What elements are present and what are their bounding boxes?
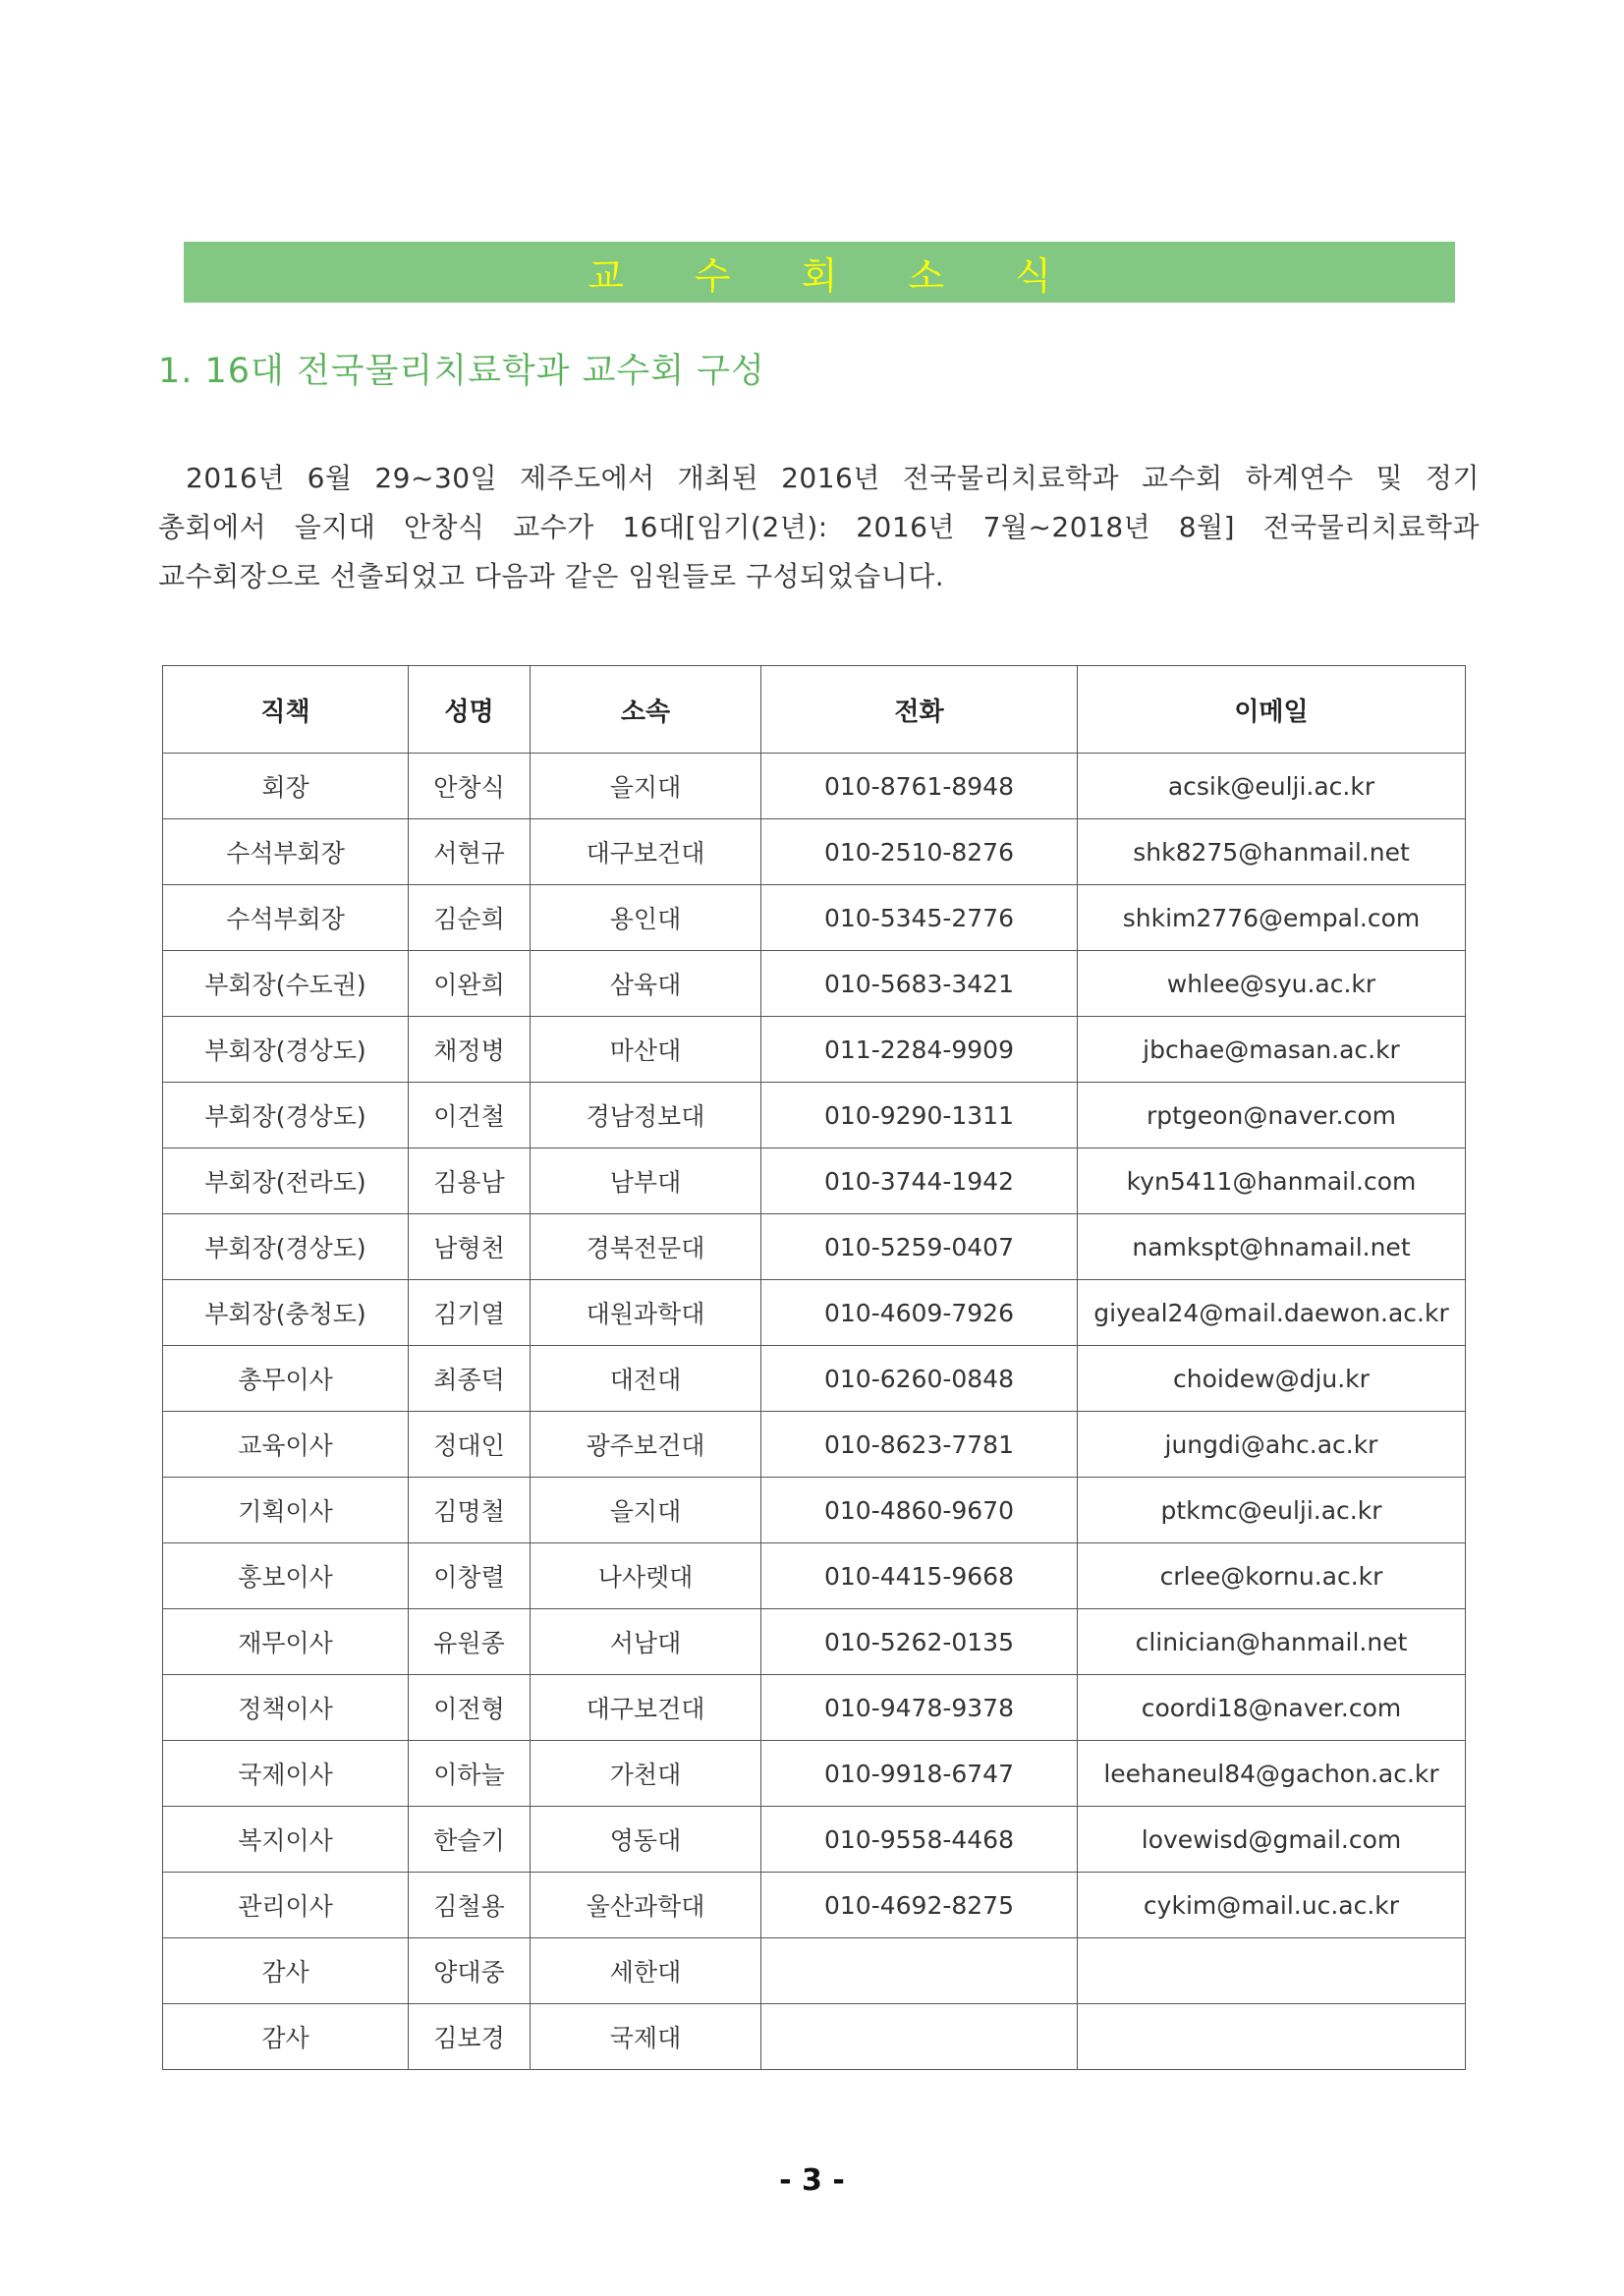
cell-affiliation: 광주보건대 — [531, 1412, 761, 1478]
column-header-name: 성명 — [409, 666, 531, 754]
column-header-phone: 전화 — [761, 666, 1078, 754]
cell-phone: 010-5345-2776 — [761, 885, 1078, 951]
cell-position: 관리이사 — [163, 1873, 409, 1938]
column-header-position: 직책 — [163, 666, 409, 754]
table-row — [163, 1543, 1466, 1609]
cell-name: 남형천 — [409, 1214, 531, 1280]
cell-phone: 010-9918-6747 — [761, 1741, 1078, 1807]
cell-affiliation: 용인대 — [531, 885, 761, 951]
cell-email: ptkmc@eulji.ac.kr — [1078, 1478, 1466, 1543]
cell-email: jungdi@ahc.ac.kr — [1078, 1412, 1466, 1478]
cell-email: shk8275@hanmail.net — [1078, 819, 1466, 885]
cell-position: 부회장(충청도) — [163, 1280, 409, 1346]
cell-phone: 010-8623-7781 — [761, 1412, 1078, 1478]
cell-email: acsik@eulji.ac.kr — [1078, 754, 1466, 819]
table-row — [163, 1478, 1466, 1543]
cell-affiliation: 남부대 — [531, 1148, 761, 1214]
table-row — [163, 1741, 1466, 1807]
table-row — [163, 951, 1466, 1017]
cell-position: 홍보이사 — [163, 1543, 409, 1609]
cell-name: 유원종 — [409, 1609, 531, 1675]
cell-affiliation: 을지대 — [531, 754, 761, 819]
cell-position: 회장 — [163, 754, 409, 819]
cell-email: namkspt@hnamail.net — [1078, 1214, 1466, 1280]
cell-name: 한슬기 — [409, 1807, 531, 1873]
cell-phone: 010-9290-1311 — [761, 1083, 1078, 1148]
cell-phone: 010-8761-8948 — [761, 754, 1078, 819]
cell-affiliation: 마산대 — [531, 1017, 761, 1083]
cell-email: giyeal24@mail.daewon.ac.kr — [1078, 1280, 1466, 1346]
cell-phone: 010-3744-1942 — [761, 1148, 1078, 1214]
table-row — [163, 2004, 1466, 2070]
cell-position: 복지이사 — [163, 1807, 409, 1873]
cell-email: crlee@kornu.ac.kr — [1078, 1543, 1466, 1609]
cell-phone: 010-5683-3421 — [761, 951, 1078, 1017]
table-row — [163, 885, 1466, 951]
cell-phone: 010-4609-7926 — [761, 1280, 1078, 1346]
cell-email: rptgeon@naver.com — [1078, 1083, 1466, 1148]
cell-name: 김순희 — [409, 885, 531, 951]
table-row — [163, 1017, 1466, 1083]
cell-phone: 010-5259-0407 — [761, 1214, 1078, 1280]
table-row — [163, 1938, 1466, 2004]
table-row — [163, 1083, 1466, 1148]
cell-position: 부회장(경상도) — [163, 1083, 409, 1148]
cell-name: 이전형 — [409, 1675, 531, 1741]
cell-position: 재무이사 — [163, 1609, 409, 1675]
cell-email: jbchae@masan.ac.kr — [1078, 1017, 1466, 1083]
cell-affiliation: 대구보건대 — [531, 1675, 761, 1741]
cell-email — [1078, 2004, 1466, 2070]
cell-affiliation: 대원과학대 — [531, 1280, 761, 1346]
cell-affiliation: 가천대 — [531, 1741, 761, 1807]
table-row — [163, 1807, 1466, 1873]
cell-position: 수석부회장 — [163, 819, 409, 885]
intro-line: 2016년 6월 29~30일 제주도에서 개최된 2016년 전국물리치료학과 교수회 하계연수 및 정기 — [186, 462, 1480, 494]
cell-position: 감사 — [163, 2004, 409, 2070]
cell-affiliation: 경남정보대 — [531, 1083, 761, 1148]
cell-name: 김용남 — [409, 1148, 531, 1214]
table-row — [163, 1214, 1466, 1280]
cell-email: shkim2776@empal.com — [1078, 885, 1466, 951]
cell-name: 양대중 — [409, 1938, 531, 2004]
cell-phone: 010-4692-8275 — [761, 1873, 1078, 1938]
cell-phone: 010-5262-0135 — [761, 1609, 1078, 1675]
cell-affiliation: 대전대 — [531, 1346, 761, 1412]
cell-affiliation: 세한대 — [531, 1938, 761, 2004]
cell-affiliation: 을지대 — [531, 1478, 761, 1543]
cell-affiliation: 나사렛대 — [531, 1543, 761, 1609]
officers-table — [162, 665, 1466, 2070]
cell-email: choidew@dju.kr — [1078, 1346, 1466, 1412]
cell-affiliation: 영동대 — [531, 1807, 761, 1873]
cell-email: coordi18@naver.com — [1078, 1675, 1466, 1741]
intro-line: 교수회장으로 선출되었고 다음과 같은 임원들로 구성되었습니다. — [158, 560, 945, 592]
cell-name: 김철용 — [409, 1873, 531, 1938]
banner-title: 교 수 회 소 식 — [588, 253, 1081, 298]
column-header-email: 이메일 — [1078, 666, 1466, 754]
cell-position: 부회장(경상도) — [163, 1017, 409, 1083]
cell-affiliation: 국제대 — [531, 2004, 761, 2070]
table-row — [163, 1609, 1466, 1675]
section-banner — [184, 242, 1455, 303]
cell-affiliation: 대구보건대 — [531, 819, 761, 885]
cell-affiliation: 경북전문대 — [531, 1214, 761, 1280]
cell-position: 감사 — [163, 1938, 409, 2004]
intro-paragraph — [158, 454, 1480, 601]
cell-email: leehaneul84@gachon.ac.kr — [1078, 1741, 1466, 1807]
section-heading: 1. 16대 전국물리치료학과 교수회 구성 — [158, 352, 765, 391]
cell-phone: 010-9558-4468 — [761, 1807, 1078, 1873]
cell-email: whlee@syu.ac.kr — [1078, 951, 1466, 1017]
cell-email: kyn5411@hanmail.com — [1078, 1148, 1466, 1214]
cell-affiliation: 서남대 — [531, 1609, 761, 1675]
cell-position: 정책이사 — [163, 1675, 409, 1741]
cell-position: 수석부회장 — [163, 885, 409, 951]
cell-name: 정대인 — [409, 1412, 531, 1478]
table-row — [163, 1346, 1466, 1412]
intro-line: 총회에서 을지대 안창식 교수가 16대[임기(2년): 2016년 7월~2018년 8월] 전국물리치료학과 — [158, 511, 1480, 543]
table-header-row — [163, 666, 1466, 754]
cell-position: 부회장(수도권) — [163, 951, 409, 1017]
table-row — [163, 1148, 1466, 1214]
cell-position: 기획이사 — [163, 1478, 409, 1543]
cell-position: 부회장(전라도) — [163, 1148, 409, 1214]
table-row — [163, 819, 1466, 885]
table-row — [163, 1675, 1466, 1741]
column-header-affiliation: 소속 — [531, 666, 761, 754]
cell-email — [1078, 1938, 1466, 2004]
table-row — [163, 1412, 1466, 1478]
cell-position: 총무이사 — [163, 1346, 409, 1412]
cell-email: cykim@mail.uc.ac.kr — [1078, 1873, 1466, 1938]
cell-position: 부회장(경상도) — [163, 1214, 409, 1280]
cell-phone: 010-9478-9378 — [761, 1675, 1078, 1741]
table-row — [163, 1280, 1466, 1346]
cell-phone: 010-2510-8276 — [761, 819, 1078, 885]
cell-name: 이건철 — [409, 1083, 531, 1148]
table-row — [163, 754, 1466, 819]
cell-phone — [761, 1938, 1078, 2004]
cell-phone: 010-4415-9668 — [761, 1543, 1078, 1609]
page-number: - 3 - — [779, 2163, 845, 2198]
cell-name: 서현규 — [409, 819, 531, 885]
cell-phone — [761, 2004, 1078, 2070]
cell-name: 김명철 — [409, 1478, 531, 1543]
cell-name: 이하늘 — [409, 1741, 531, 1807]
cell-name: 채정병 — [409, 1017, 531, 1083]
cell-affiliation: 삼육대 — [531, 951, 761, 1017]
table-body — [163, 754, 1466, 2070]
cell-phone: 010-4860-9670 — [761, 1478, 1078, 1543]
cell-name: 안창식 — [409, 754, 531, 819]
cell-position: 교육이사 — [163, 1412, 409, 1478]
cell-name: 김기열 — [409, 1280, 531, 1346]
cell-email: clinician@hanmail.net — [1078, 1609, 1466, 1675]
cell-position: 국제이사 — [163, 1741, 409, 1807]
cell-phone: 011-2284-9909 — [761, 1017, 1078, 1083]
table-row — [163, 1873, 1466, 1938]
cell-email: lovewisd@gmail.com — [1078, 1807, 1466, 1873]
cell-name: 최종덕 — [409, 1346, 531, 1412]
cell-name: 이완희 — [409, 951, 531, 1017]
cell-phone: 010-6260-0848 — [761, 1346, 1078, 1412]
cell-affiliation: 울산과학대 — [531, 1873, 761, 1938]
cell-name: 이창렬 — [409, 1543, 531, 1609]
cell-name: 김보경 — [409, 2004, 531, 2070]
